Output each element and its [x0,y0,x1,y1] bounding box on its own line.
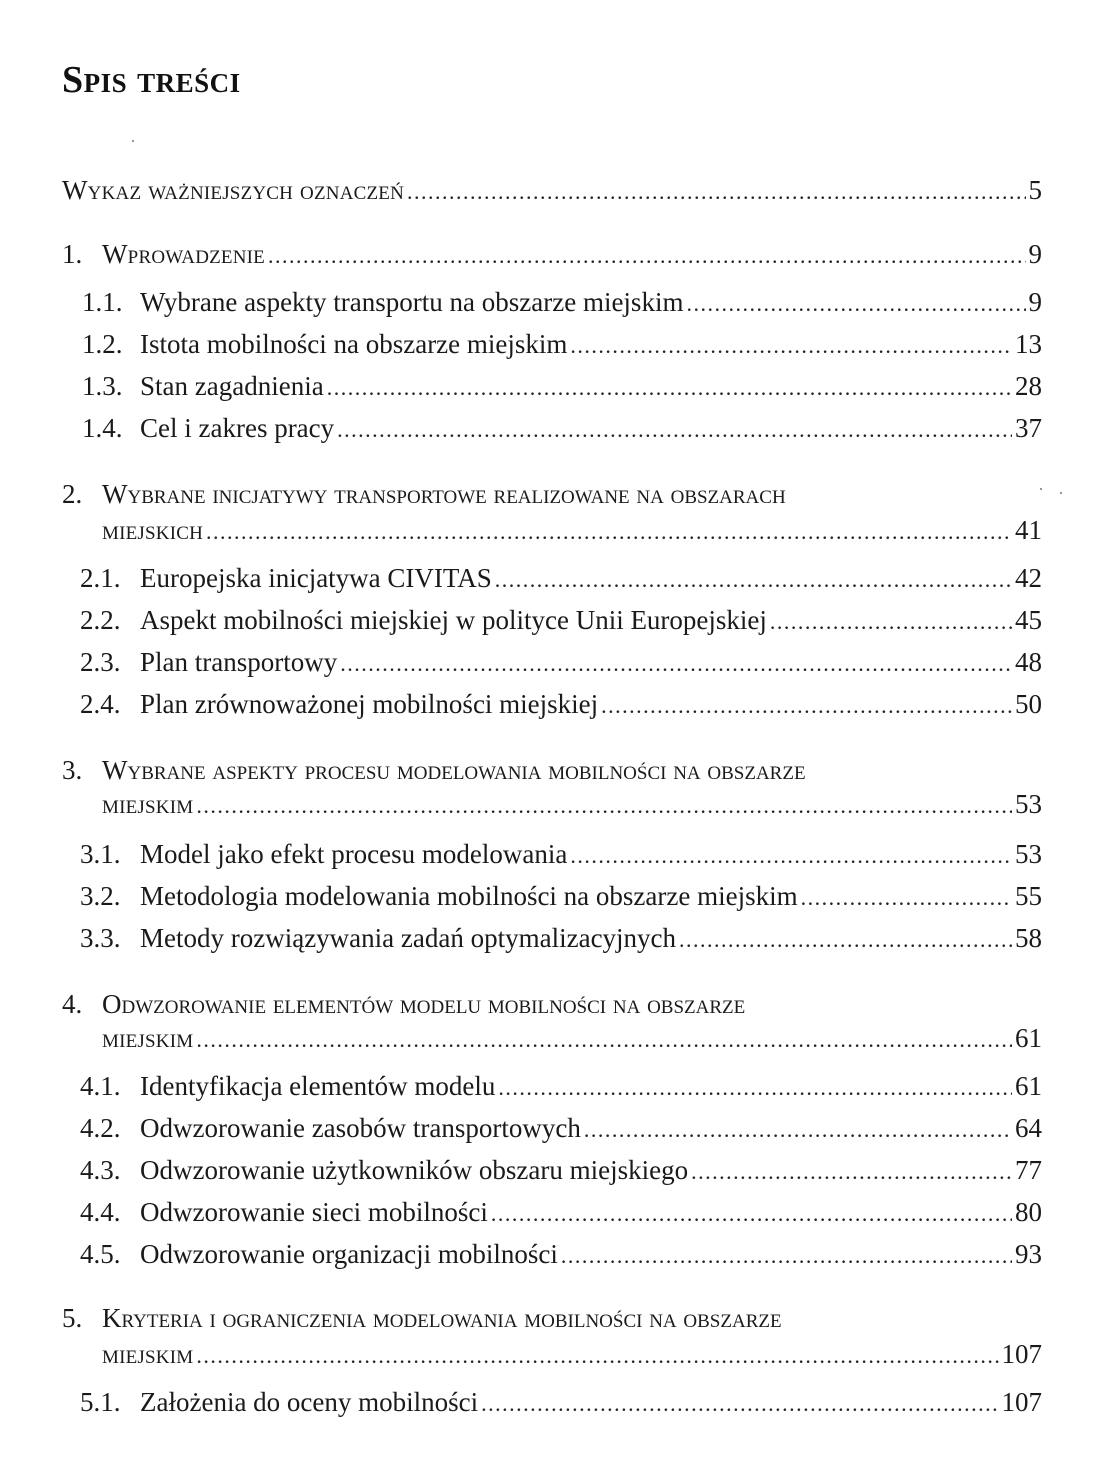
dot-leader [481,1386,998,1422]
dot-leader [337,412,1012,448]
toc-label: Wybrane aspekty procesu modelowania mobilności na obszarze [102,755,806,785]
toc-label: Identyfikacja elementów modelu [140,1071,496,1101]
toc-page: 13 [1015,329,1042,359]
toc-label: miejskim [102,789,194,819]
toc-page: 77 [1015,1155,1042,1185]
toc-label: Odwzorowanie organizacji mobilności [140,1239,558,1269]
toc-label: Założenia do oceny mobilności [140,1387,479,1417]
toc-number: 5. [62,1303,83,1333]
toc-number: 2.1. [80,563,121,593]
toc-entry-3-3[interactable] [80,920,1042,956]
toc-label: miejskich [102,515,204,545]
toc-label: Model jako efekt procesu modelowania [140,839,568,869]
toc-number: 4.3. [80,1155,121,1185]
dot-leader [691,1154,1012,1190]
toc-entry-4-2[interactable] [80,1110,1042,1146]
dot-leader [679,922,1012,958]
toc-entry-1-2[interactable] [82,326,1042,362]
page-title: Spis treści [62,59,241,101]
dot-leader [327,370,1012,406]
toc-number: 1.4. [82,413,123,443]
toc-number: 2. [62,479,83,509]
toc-entry-2-4[interactable] [80,686,1042,722]
toc-entry-2-3[interactable] [80,644,1042,680]
toc-label: Metodologia modelowania mobilności na obszarze miejskim [140,881,798,911]
dot-leader [498,1070,1012,1106]
dot-leader [570,328,1012,364]
toc-label: Wybrane inicjatywy transportowe realizowane na obszarach [102,479,786,509]
toc-number: 4. [62,989,83,1019]
dot-leader [206,514,1012,550]
dot-leader [801,880,1012,916]
toc-number: 2.4. [80,689,121,719]
toc-number: 3. [62,755,83,785]
toc-label: Wybrane aspekty transportu na obszarze miejskim [140,287,684,317]
toc-number: 4.5. [80,1239,121,1269]
dot-leader [561,1238,1012,1274]
toc-page: 28 [1015,371,1042,401]
toc-number: 3.3. [80,923,121,953]
toc-page: 9 [1028,239,1042,269]
toc-entry-wykaz[interactable] [62,172,1042,208]
toc-number: 3.2. [80,881,121,911]
toc-label: Metody rozwiązywania zadań optymalizacyjnych [140,923,677,953]
toc-number: 4.1. [80,1071,121,1101]
toc-label: Wykaz ważniejszych oznaczeń [62,175,405,205]
toc-entry-1-1[interactable] [82,284,1042,320]
dot-leader [268,238,1026,274]
toc-page: 5 [1028,175,1042,205]
toc-page: 53 [1015,789,1042,819]
toc-entry-4-1[interactable] [80,1068,1042,1104]
toc-page: 42 [1015,563,1042,593]
toc-label: miejskim [102,1339,194,1369]
toc-number: 2.3. [80,647,121,677]
toc-number: 2.2. [80,605,121,635]
toc-label: Aspekt mobilności miejskiej w polityce Unii Europejskiej [140,605,767,635]
toc-entry-chapter-4-line2[interactable] [102,1020,1042,1056]
scan-speck [1060,492,1062,494]
toc-number: 3.1. [80,839,121,869]
toc-number: 4.2. [80,1113,121,1143]
toc-entry-2-2[interactable] [80,602,1042,638]
toc-label: Plan zrównoważonej mobilności miejskiej [140,689,599,719]
toc-page: 107 [1001,1339,1042,1369]
toc-entry-chapter-3-line2[interactable] [102,786,1042,822]
toc-page: 55 [1015,881,1042,911]
dot-leader [196,1022,1012,1058]
dot-leader [491,1196,1012,1232]
toc-label: Odwzorowanie zasobów transportowych [140,1113,581,1143]
toc-label: Kryteria i ograniczenia modelowania mobilności na obszarze [102,1303,782,1333]
toc-entry-3-1[interactable] [80,836,1042,872]
dot-leader [196,1338,998,1374]
toc-page: 64 [1015,1113,1042,1143]
toc-entry-chapter-4-line1[interactable] [62,986,1046,1022]
toc-label: Plan transportowy [140,647,338,677]
dot-leader [584,1112,1012,1148]
toc-page: 41 [1015,515,1042,545]
toc-label: Cel i zakres pracy [140,413,335,443]
toc-entry-5-1[interactable] [80,1384,1042,1420]
dot-leader [495,562,1012,598]
toc-label: Istota mobilności na obszarze miejskim [140,329,568,359]
toc-label: Europejska inicjatywa CIVITAS [140,563,492,593]
toc-page: 37 [1015,413,1042,443]
toc-number: 1.1. [82,287,123,317]
toc-label: Odwzorowanie sieci mobilności [140,1197,488,1227]
toc-entry-chapter-2-line2[interactable] [102,512,1042,548]
toc-page: 61 [1015,1071,1042,1101]
toc-entry-2-1[interactable] [80,560,1042,596]
toc-page: 93 [1015,1239,1042,1269]
toc-entry-3-2[interactable] [80,878,1042,914]
toc-page: 107 [1001,1387,1042,1417]
toc-entry-chapter-2-line1[interactable] [62,476,1046,512]
toc-page: 50 [1015,689,1042,719]
toc-label: Odwzorowanie elementów modelu mobilności na obszarze [102,989,746,1019]
dot-leader [570,838,1012,874]
toc-label: miejskim [102,1023,194,1053]
toc-entry-4-3[interactable] [80,1152,1042,1188]
toc-page: 9 [1028,287,1042,317]
toc-page: 61 [1015,1023,1042,1053]
toc-label: Odwzorowanie użytkowników obszaru miejskiego [140,1155,689,1185]
dot-leader [770,604,1012,640]
dot-leader [196,788,1012,824]
toc-number: 1.2. [82,329,123,359]
toc-page: 53 [1015,839,1042,869]
toc-label: Stan zagadnienia [140,371,324,401]
toc-entry-1-3[interactable] [82,368,1042,404]
toc-page: 58 [1015,923,1042,953]
scan-speck [132,140,134,142]
dot-leader [686,286,1025,322]
toc-page: 80 [1015,1197,1042,1227]
toc-page: 48 [1015,647,1042,677]
toc-number: 4.4. [80,1197,121,1227]
dot-leader [601,688,1012,724]
dot-leader [340,646,1012,682]
toc-entry-chapter-5-line2[interactable] [102,1336,1042,1372]
toc-label: Wprowadzenie [102,239,265,269]
toc-entry-chapter-3-line1[interactable] [62,752,1046,788]
dot-leader [407,174,1025,210]
toc-entry-4-5[interactable] [80,1236,1042,1272]
toc-entry-chapter-5-line1[interactable] [62,1300,1046,1336]
toc-entry-4-4[interactable] [80,1194,1042,1230]
toc-number: 1.3. [82,371,123,401]
toc-number: 5.1. [80,1387,121,1417]
toc-page: 45 [1015,605,1042,635]
toc-entry-1-4[interactable] [82,410,1042,446]
toc-entry-chapter-1[interactable] [62,236,1042,272]
toc-number: 1. [62,239,83,269]
